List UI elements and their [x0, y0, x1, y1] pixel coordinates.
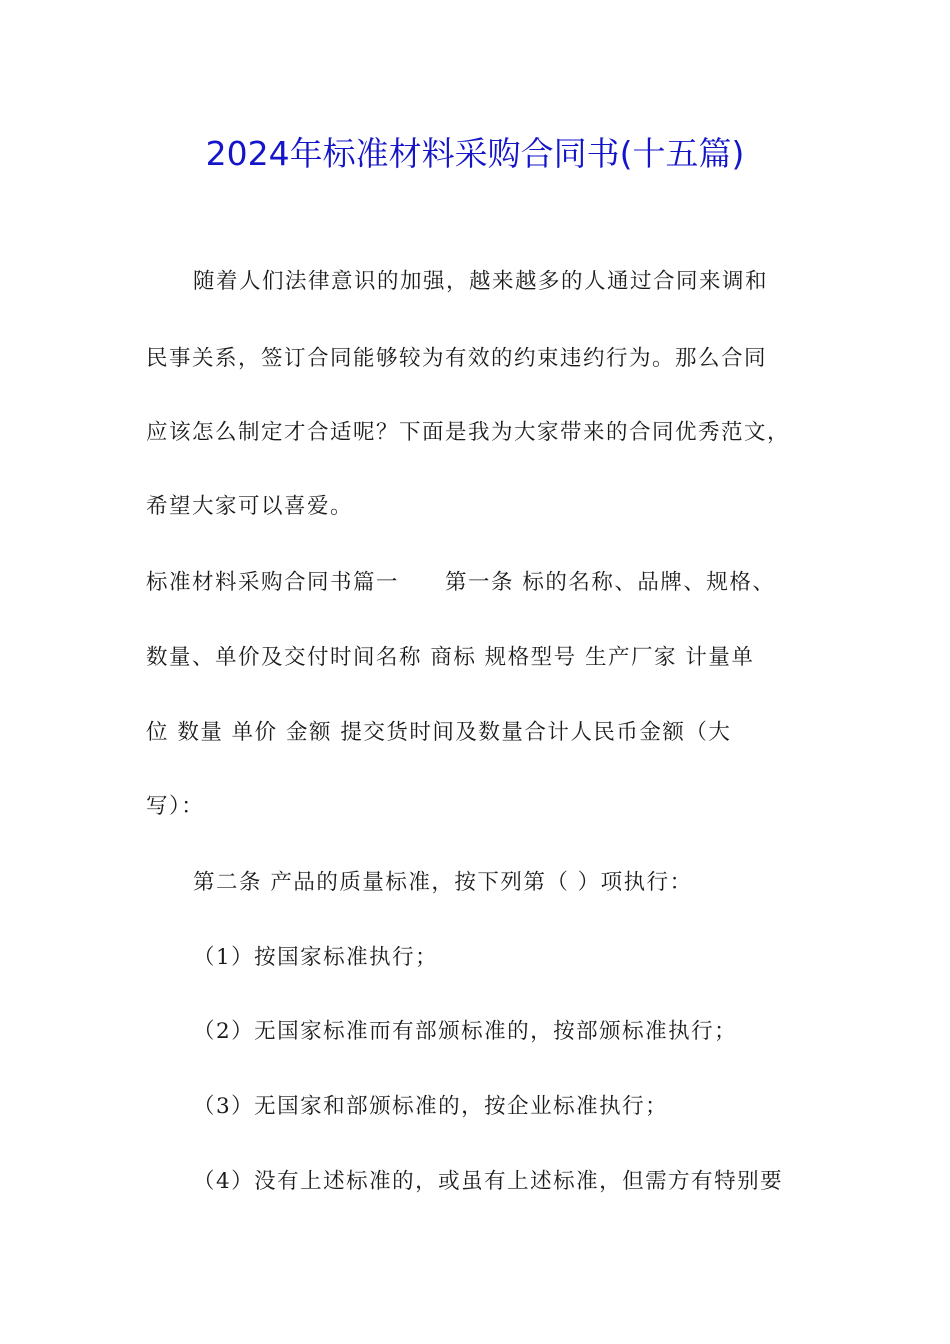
list-item: （2）无国家标准而有部颁标准的，按部颁标准执行；	[193, 1019, 738, 1044]
paragraph-line: 写）：	[146, 794, 205, 819]
paragraph-line: 希望大家可以喜爱。	[146, 494, 354, 519]
paragraph-line: 随着人们法律意识的加强，越来越多的人通过合同来调和	[193, 269, 769, 294]
document-title: 2024年标准材料采购合同书(十五篇)	[205, 134, 745, 173]
paragraph-line: 位 数量 单价 金额 提交货时间及数量合计人民币金额（大	[146, 720, 732, 745]
list-item: （1）按国家标准执行；	[193, 945, 439, 970]
paragraph-line: 数量、单价及交付时间名称 商标 规格型号 生产厂家 计量单	[146, 645, 755, 670]
paragraph-line: 第二条 产品的质量标准，按下列第（ ）项执行：	[193, 870, 693, 895]
list-item: （4）没有上述标准的，或虽有上述标准，但需方有特别要	[193, 1169, 784, 1194]
paragraph-line: 应该怎么制定才合适呢？下面是我为大家带来的合同优秀范文，	[146, 420, 791, 445]
paragraph-line: 标准材料采购合同书篇一 第一条 标的名称、品牌、规格、	[146, 570, 776, 595]
list-item: （3）无国家和部颁标准的，按企业标准执行；	[193, 1094, 669, 1119]
paragraph-line: 民事关系，签订合同能够较为有效的约束违约行为。那么合同	[146, 346, 768, 371]
